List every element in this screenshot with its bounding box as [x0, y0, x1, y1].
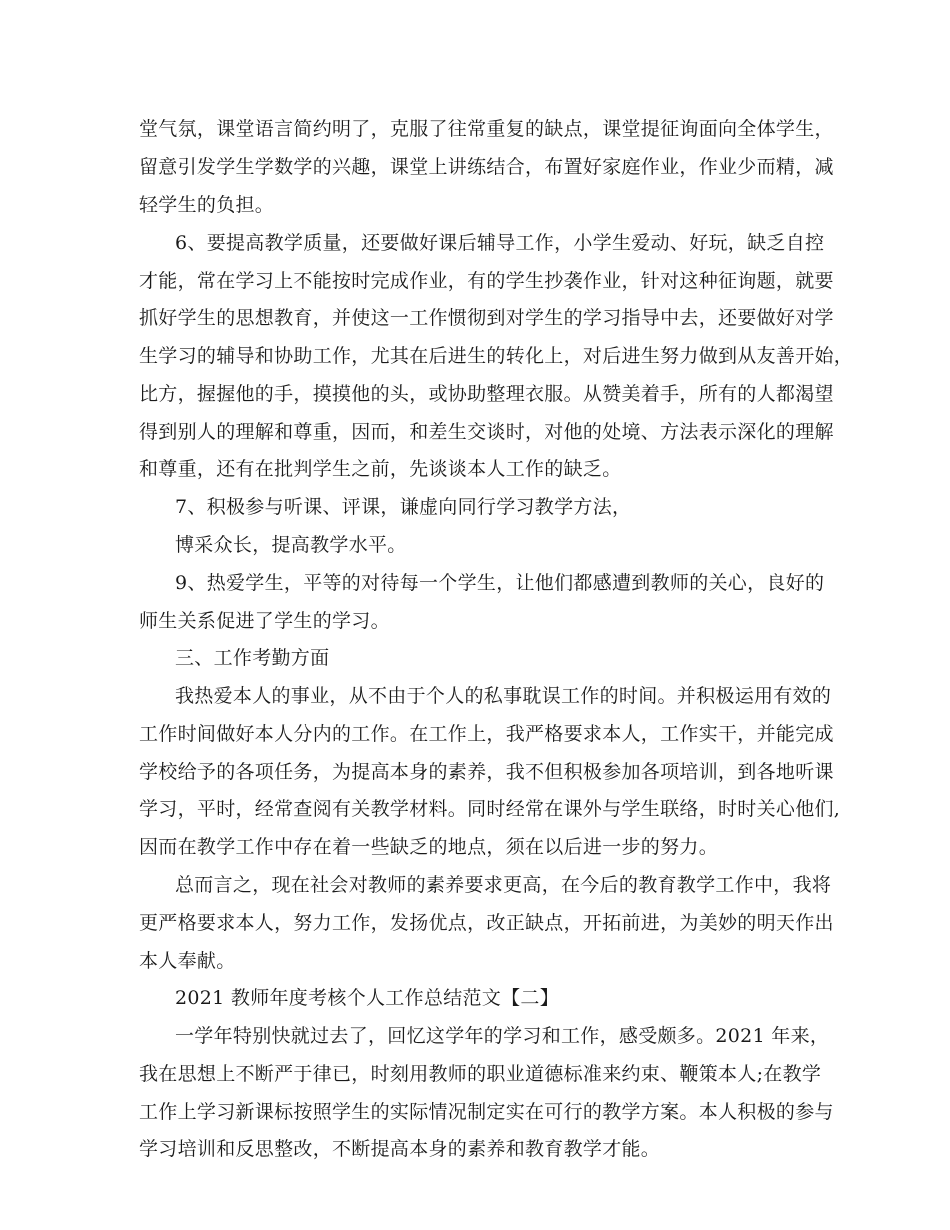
- text-line: 抓好学生的思想教育，并使这一工作惯彻到对学生的学习指导中去，还要做好对学: [139, 307, 834, 329]
- text-line: 轻学生的负担。: [139, 194, 275, 216]
- text-line: 工作时间做好本人分内的工作。在工作上，我严格要求本人，工作实干，并能完成: [139, 723, 834, 745]
- text-line: 一学年特别快就过去了，回忆这学年的学习和工作，感受颇多。2021 年来，: [175, 1025, 830, 1047]
- text-line: 师生关系促进了学生的学习。: [139, 610, 390, 632]
- section-title: 2021 教师年度考核个人工作总结范文【二】: [175, 987, 559, 1009]
- text-line: 6、要提高教学质量，还要做好课后辅导工作，小学生爱动、好玩，缺乏自控: [175, 232, 825, 254]
- text-line: 总而言之，现在社会对教师的素养要求更高，在今后的教育教学工作中，我将: [175, 874, 832, 896]
- text-line: 更严格要求本人，努力工作，发扬优点，改正缺点，开拓前进，为美妙的明天作出: [139, 912, 834, 934]
- section-heading: 三、工作考勤方面: [175, 647, 330, 669]
- text-line: 7、积极参与听课、评课，谦虚向同行学习教学方法，: [175, 496, 632, 518]
- text-line: 得到别人的理解和尊重，因而，和差生交谈时，对他的处境、方法表示深化的理解: [139, 421, 834, 443]
- text-line: 和尊重，还有在批判学生之前，先谈谈本人工作的缺乏。: [139, 458, 622, 480]
- text-line: 生学习的辅导和协助工作，尤其在后进生的转化上，对后进生努力做到从友善开始，: [139, 345, 854, 367]
- text-line: 比方，握握他的手，摸摸他的头，或协助整理衣服。从赞美着手，所有的人都渴望: [139, 383, 834, 405]
- text-line: 本人奉献。: [139, 950, 236, 972]
- text-line: 留意引发学生学数学的兴趣，课堂上讲练结合，布置好家庭作业，作业少而精，减: [139, 156, 834, 178]
- text-line: 学校给予的各项任务，为提高本身的素养，我不但积极参加各项培训，到各地听课: [139, 761, 834, 783]
- text-line: 学习，平时，经常查阅有关教学材料。同时经常在课外与学生联络，时时关心他们,: [139, 798, 841, 820]
- text-line: 我热爱本人的事业，从不由于个人的私事耽误工作的时间。并积极运用有效的: [175, 685, 832, 707]
- text-line: 博采众长，提高教学水平。: [175, 534, 407, 556]
- text-line: 工作上学习新课标按照学生的实际情况制定实在可行的教学方案。本人积极的参与: [139, 1101, 834, 1123]
- text-line: 我在思想上不断严于律已，时刻用教师的职业道德标准来约束、鞭策本人;在教学: [139, 1063, 822, 1085]
- text-line: 学习培训和反思整改，不断提高本身的素养和教育教学才能。: [139, 1138, 661, 1160]
- text-line: 因而在教学工作中存在着一些缺乏的地点，须在以后进一步的努力。: [139, 836, 719, 858]
- text-line: 9、热爱学生，平等的对待每一个学生，让他们都感遭到教师的关心，良好的: [175, 572, 825, 594]
- text-line: 才能，常在学习上不能按时完成作业，有的学生抄袭作业，针对这种征询题，就要: [139, 270, 834, 292]
- text-line: 堂气氛，课堂语言简约明了，克服了往常重复的缺点，课堂提征询面向全体学生，: [139, 118, 834, 140]
